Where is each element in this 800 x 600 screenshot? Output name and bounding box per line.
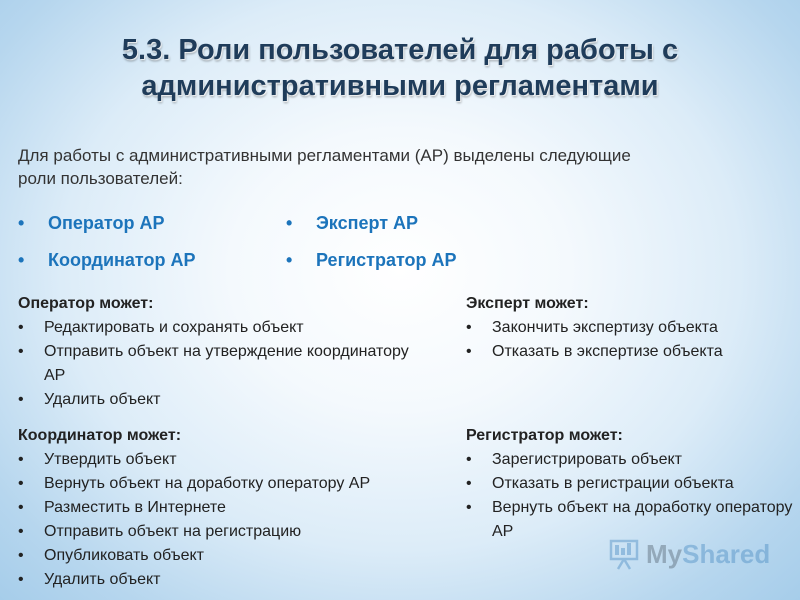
item-text: Вернуть объект на доработку оператору АР: [492, 499, 793, 540]
expert-permissions: [466, 292, 796, 364]
role-label: Оператор АР: [48, 213, 165, 233]
bullet: •: [18, 523, 24, 540]
bullet: •: [466, 451, 472, 468]
list-item: [466, 472, 796, 496]
intro-line-2: роли пользователей:: [18, 169, 183, 188]
list-item: [18, 340, 418, 388]
role-registrar: [286, 250, 457, 271]
list-item: [18, 568, 428, 592]
roles-list: [18, 213, 578, 283]
logo-text-my: My: [646, 539, 683, 569]
intro-text: [18, 144, 788, 190]
item-text: Отправить объект на утверждение координатору АР: [44, 343, 409, 384]
bullet: •: [466, 475, 472, 492]
bullet: •: [18, 475, 24, 492]
bullet: •: [18, 499, 24, 516]
role-label: Эксперт АР: [316, 213, 419, 233]
list-item: [466, 340, 796, 364]
item-text: Удалить объект: [44, 571, 161, 588]
bullet: •: [286, 213, 293, 233]
list-item: [18, 520, 428, 544]
coordinator-list: [18, 448, 428, 592]
item-text: Вернуть объект на доработку оператору АР: [44, 475, 371, 492]
list-item: [18, 496, 428, 520]
item-text: Редактировать и сохранять объект: [44, 319, 304, 336]
item-text: Разместить в Интернете: [44, 499, 226, 516]
item-text: Удалить объект: [44, 391, 161, 408]
registrar-list: [466, 448, 796, 544]
bullet: •: [18, 391, 24, 408]
list-item: [466, 448, 796, 472]
role-label: Регистратор АР: [316, 250, 457, 270]
item-text: Опубликовать объект: [44, 547, 204, 564]
bullet: •: [18, 547, 24, 564]
coordinator-heading: Координатор может:: [18, 427, 182, 444]
role-expert: [286, 213, 418, 234]
item-text: Отказать в экспертизе объекта: [492, 343, 723, 360]
role-label: Координатор АР: [48, 250, 196, 270]
logo-text-shared: Shared: [682, 539, 771, 569]
item-text: Отказать в регистрации объекта: [492, 475, 734, 492]
registrar-permissions: [466, 424, 796, 544]
bullet: •: [466, 343, 472, 360]
bullet: •: [18, 250, 25, 270]
list-item: [466, 316, 796, 340]
item-text: Отправить объект на регистрацию: [44, 523, 302, 540]
expert-heading: Эксперт может:: [466, 295, 589, 312]
list-item: [18, 472, 428, 496]
slide-title: [0, 32, 800, 104]
item-text: Зарегистрировать объект: [492, 451, 683, 468]
projector-screen-icon: [608, 537, 642, 571]
role-coordinator: [18, 250, 195, 271]
list-item: [18, 448, 428, 472]
operator-permissions: [18, 292, 418, 412]
operator-list: [18, 316, 418, 412]
list-item: [18, 544, 428, 568]
bullet: •: [466, 319, 472, 336]
title-line-1: 5.3. Роли пользователей для работы с: [121, 34, 679, 66]
role-operator: [18, 213, 164, 234]
bullet: •: [18, 451, 24, 468]
coordinator-permissions: [18, 424, 428, 592]
bullet: •: [18, 213, 25, 233]
bullet: •: [18, 571, 24, 588]
bullet: •: [466, 499, 472, 516]
logo-text: [646, 539, 770, 570]
expert-list: [466, 316, 796, 364]
list-item: [18, 316, 418, 340]
item-text: Закончить экспертизу объекта: [492, 319, 718, 336]
registrar-heading: Регистратор может:: [466, 427, 623, 444]
operator-heading: Оператор может:: [18, 295, 154, 312]
bullet: •: [286, 250, 293, 270]
intro-line-1: Для работы с административными регламентами (АР) выделены следующие: [18, 146, 631, 165]
bullet: •: [18, 343, 24, 360]
item-text: Утвердить объект: [44, 451, 177, 468]
myshared-logo: [608, 537, 771, 573]
list-item: [18, 388, 418, 412]
title-line-2: административными регламентами: [141, 70, 659, 102]
bullet: •: [18, 319, 24, 336]
